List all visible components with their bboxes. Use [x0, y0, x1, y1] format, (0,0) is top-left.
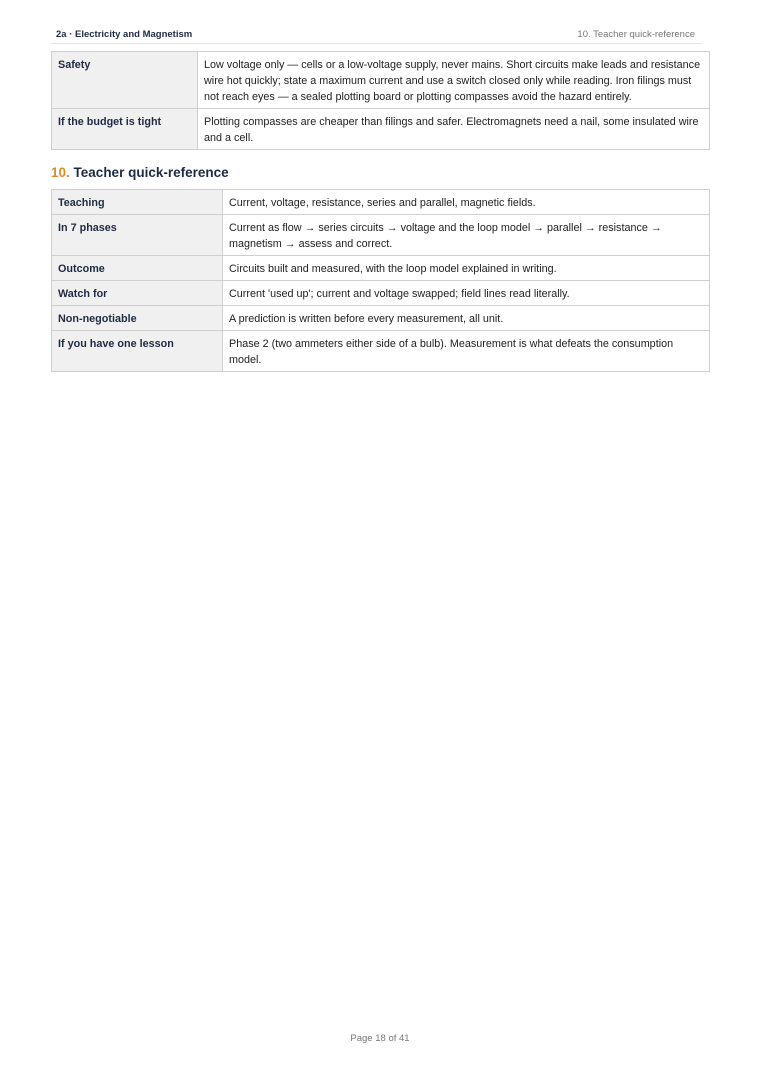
- section-title-text: Teacher quick-reference: [73, 165, 229, 180]
- quick-reference-table: [51, 189, 710, 372]
- document-title: 2a · Electricity and Magnetism: [56, 29, 193, 40]
- row-value: Phase 2 (two ammeters either side of a bulb). Measurement is what defeats the consumption model.: [223, 331, 710, 372]
- running-header: [51, 25, 702, 44]
- section-heading: [51, 165, 229, 180]
- table-row: [52, 306, 710, 331]
- row-value: Current 'used up'; current and voltage swapped; field lines read literally.: [223, 281, 710, 306]
- table-row: [52, 331, 710, 372]
- table-row: [52, 109, 710, 150]
- row-key: If you have one lesson: [52, 331, 223, 372]
- section-number: 10.: [51, 165, 70, 180]
- row-key: Outcome: [52, 256, 223, 281]
- row-key: In 7 phases: [52, 215, 223, 256]
- row-value: Low voltage only — cells or a low-voltage supply, never mains. Short circuits make leads and resistance wire hot quickly; state a maximum current and use a switch closed only while reading. Iron filings must not reach eyes — a sealed plotting board or plotting compasses avoid the hazard entirely.: [198, 52, 710, 109]
- table-row: [52, 215, 710, 256]
- safety-budget-table: [51, 51, 710, 150]
- row-key: Non-negotiable: [52, 306, 223, 331]
- table-row: [52, 256, 710, 281]
- page-number: Page 18 of 41: [350, 1033, 410, 1044]
- table-row: [52, 281, 710, 306]
- table-row: [52, 52, 710, 109]
- row-value: Current, voltage, resistance, series and parallel, magnetic fields.: [223, 190, 710, 215]
- row-value: Circuits built and measured, with the loop model explained in writing.: [223, 256, 710, 281]
- current-section-label: 10. Teacher quick-reference: [577, 29, 695, 40]
- row-key: Teaching: [52, 190, 223, 215]
- table-row: [52, 190, 710, 215]
- row-key: If the budget is tight: [52, 109, 198, 150]
- row-key: Safety: [52, 52, 198, 109]
- row-key: Watch for: [52, 281, 223, 306]
- row-value: Current as flow → series circuits → voltage and the loop model → parallel → resistance → magnetism → assess and correct.: [223, 215, 710, 256]
- row-value: A prediction is written before every measurement, all unit.: [223, 306, 710, 331]
- row-value: Plotting compasses are cheaper than filings and safer. Electromagnets need a nail, some insulated wire and a cell.: [198, 109, 710, 150]
